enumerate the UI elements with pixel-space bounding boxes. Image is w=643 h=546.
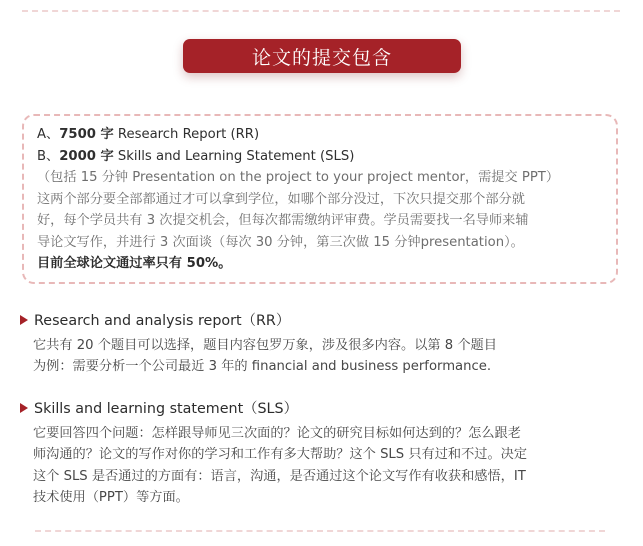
rr-text-line: 为例：需要分析一个公司最近 3 年的 financial and business performance. bbox=[33, 359, 492, 375]
submission-info-box bbox=[22, 114, 618, 284]
rr-section bbox=[20, 309, 497, 378]
rr-heading bbox=[20, 309, 497, 331]
sls-section bbox=[20, 397, 527, 508]
item-b bbox=[37, 146, 604, 168]
section-title-banner bbox=[183, 39, 461, 73]
sls-heading bbox=[20, 397, 527, 419]
item-a-title: Research Report (RR) bbox=[113, 127, 260, 142]
section-title: 论文的提交包含 bbox=[251, 46, 392, 69]
sls-text-line: 师沟通的？论文的写作对你的学习和工作有多大帮助？这个 SLS 只有过和不过。决定 bbox=[33, 447, 528, 463]
rr-heading-text: Research and analysis report（RR） bbox=[34, 313, 291, 329]
item-b-title: Skills and Learning Statement (SLS) bbox=[113, 148, 355, 164]
sls-text-line: 它要回答四个问题：怎样跟导师见三次面的？论文的研究目标如何达到的？怎么跟老 bbox=[33, 426, 521, 441]
bottom-divider bbox=[35, 530, 605, 532]
triangle-bullet-icon bbox=[20, 403, 28, 413]
pass-rate-note: 目前全球论文通过率只有 50%。 bbox=[37, 256, 232, 271]
item-a bbox=[37, 124, 604, 146]
top-divider bbox=[22, 10, 620, 12]
rr-text-line: 它共有 20 个题目可以选择，题目内容包罗万象，涉及很多内容。以第 8 个题目 bbox=[33, 338, 497, 353]
item-a-prefix: A、 bbox=[37, 127, 60, 142]
box-text-line: 导论文写作，并进行 3 次面谈（每次 30 分钟，第三次做 15 分钟presentation）。 bbox=[37, 234, 524, 250]
sls-text-line: 技术使用（PPT）等方面。 bbox=[33, 489, 189, 505]
box-text-line: （包括 15 分钟 Presentation on the project to your project mentor，需提交 PPT） bbox=[37, 170, 560, 185]
item-b-words: 2000 字 bbox=[59, 148, 114, 164]
sls-text-line: 这个 SLS 是否通过的方面有：语言，沟通，是否通过这个论文写作有收获和感悟，IT bbox=[33, 468, 526, 484]
item-b-prefix: B、 bbox=[37, 148, 60, 164]
box-text-line: 这两个部分要全部都通过才可以拿到学位，如哪个部分没过，下次只提交那个部分就 bbox=[37, 191, 525, 207]
sls-heading-text: Skills and learning statement（SLS） bbox=[34, 401, 298, 417]
triangle-bullet-icon bbox=[20, 315, 28, 325]
sls-body bbox=[33, 423, 527, 508]
item-a-words: 7500 字 bbox=[59, 127, 114, 142]
rr-body bbox=[33, 335, 497, 378]
box-text-line: 好，每个学员共有 3 次提交机会，但每次都需缴纳评审费。学员需要找一名导师来辅 bbox=[37, 213, 529, 228]
